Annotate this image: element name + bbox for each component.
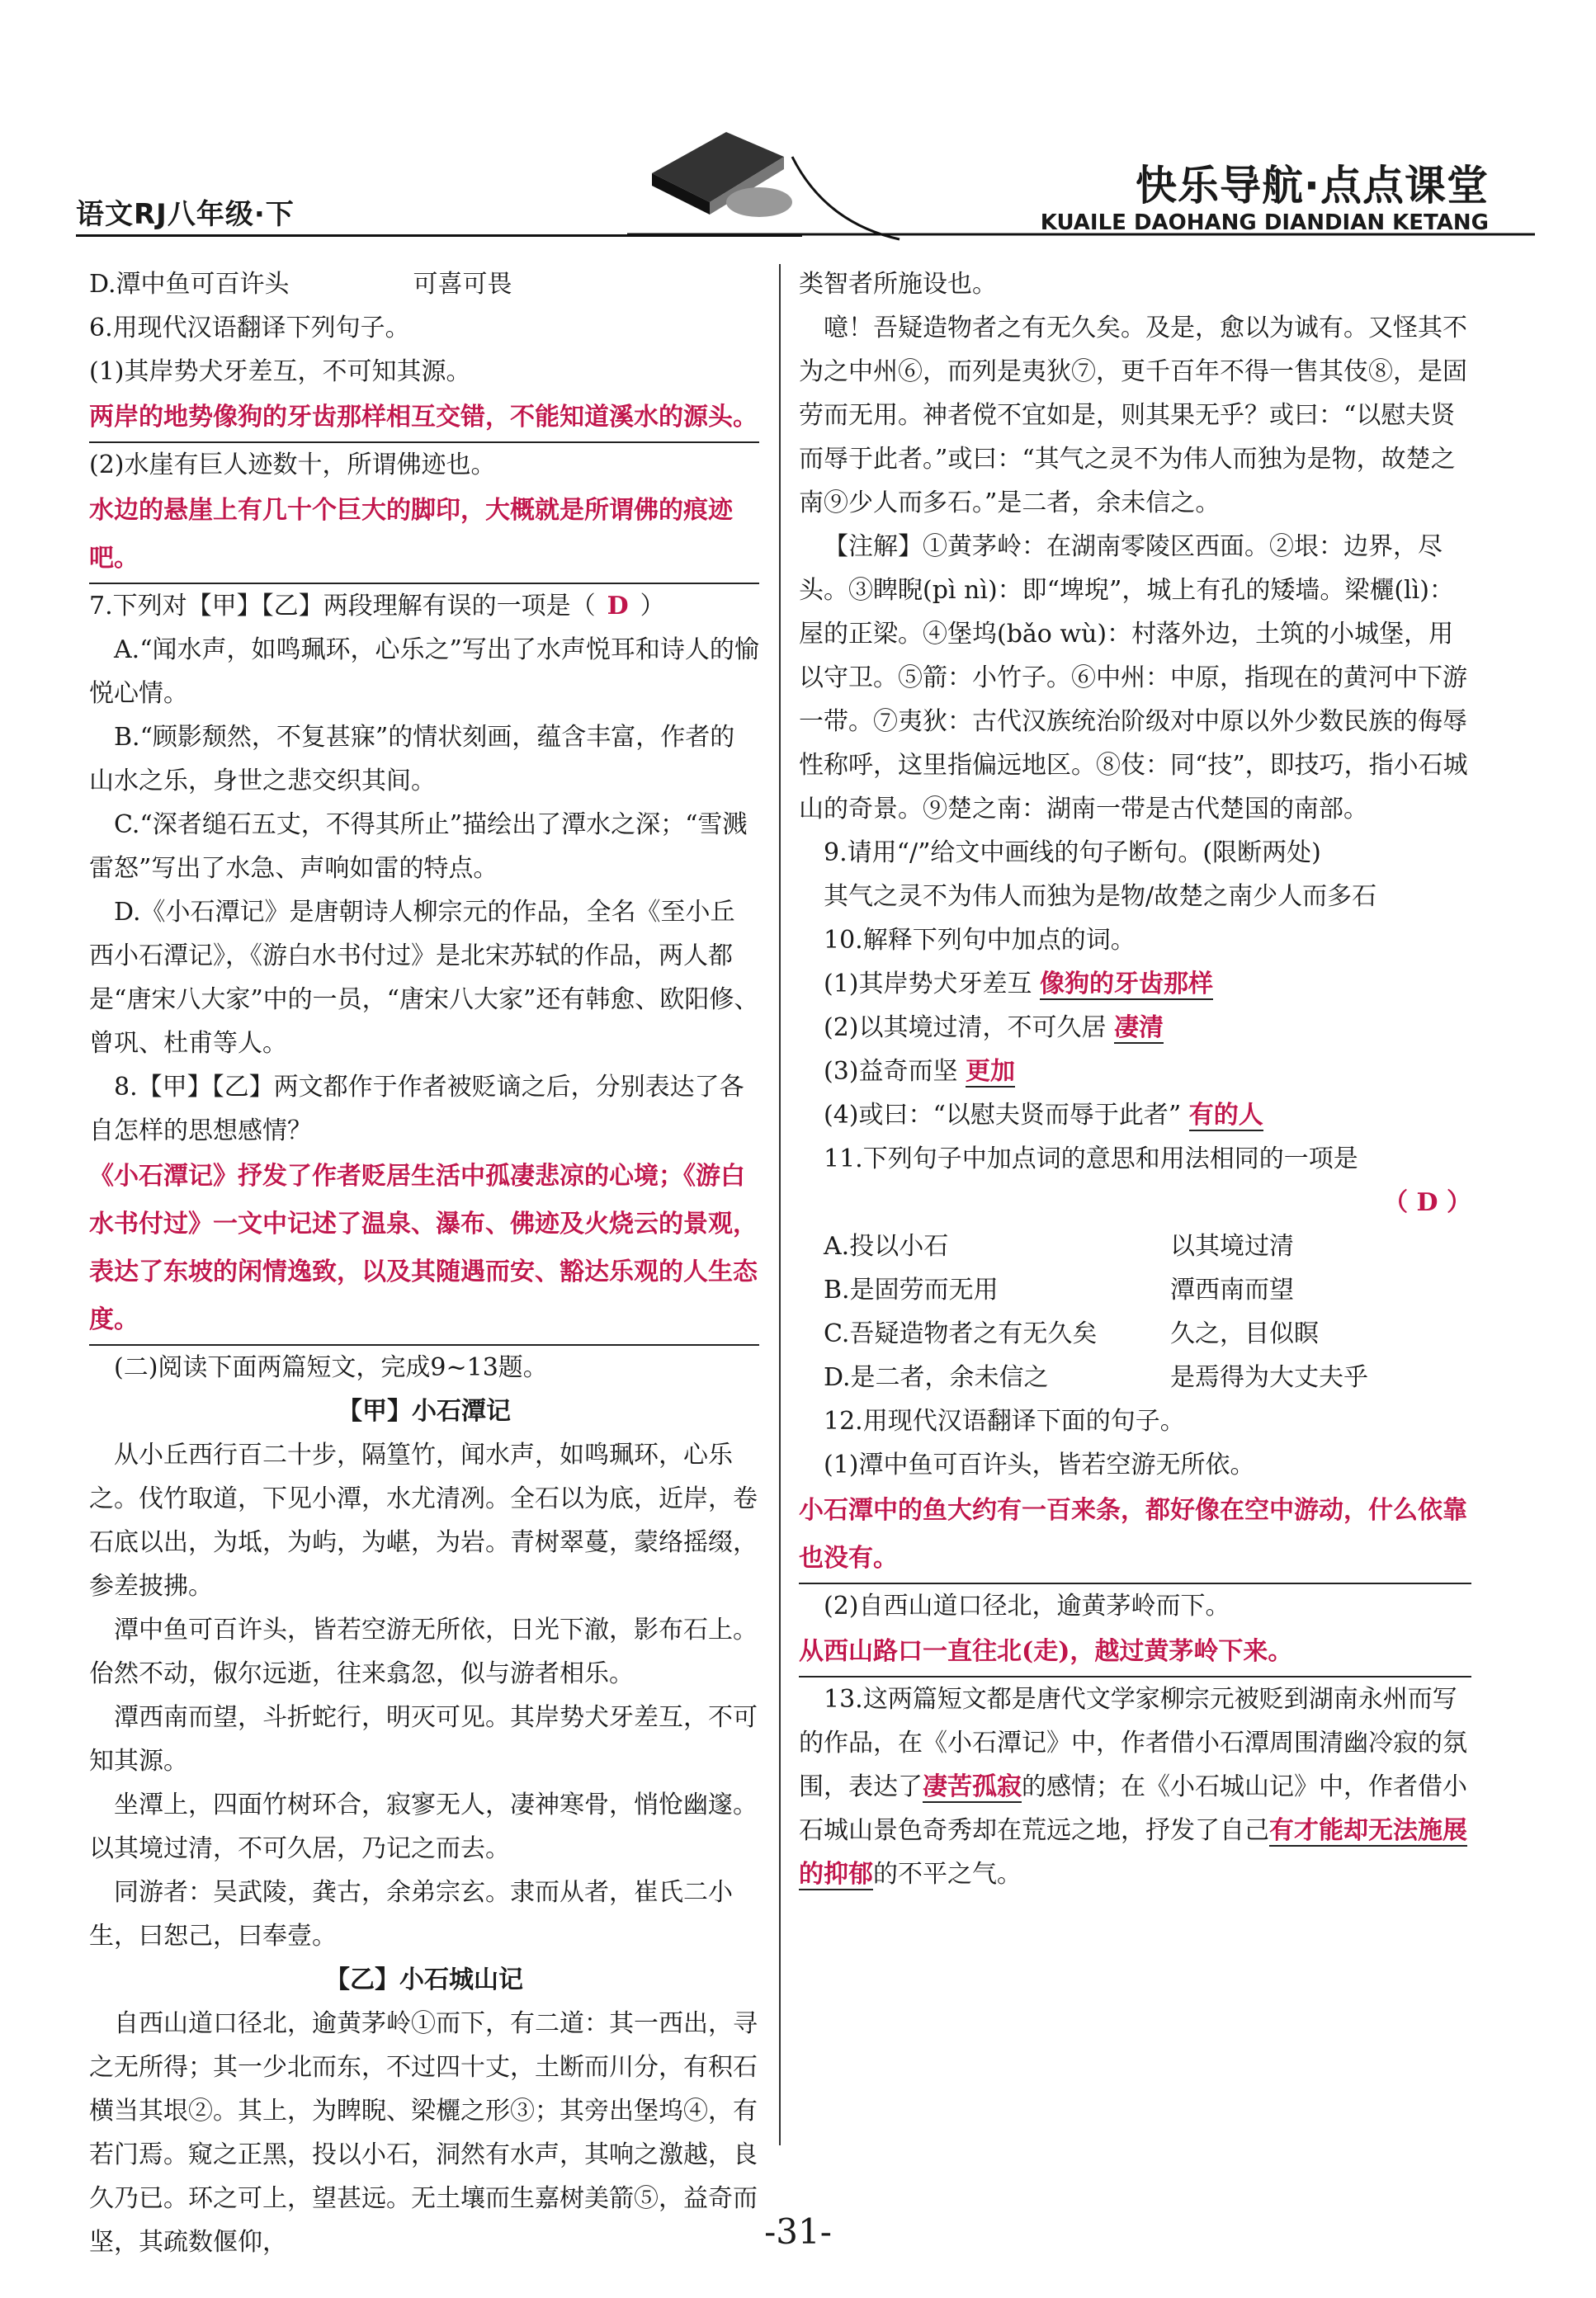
q12-title: 12.用现代汉语翻译下面的句子。 <box>824 1407 1185 1436</box>
passage-jia-title: 【甲】小石潭记 <box>338 1397 511 1426</box>
q11-option-d: D.是二者，余未信之 是焉得为大丈夫乎 <box>824 1363 1368 1392</box>
q11-option-b: B.是固劳而无用 潭西南而望 <box>824 1276 1294 1305</box>
book-icon <box>635 124 792 223</box>
annotations: 【注解】①黄茅岭：在湖南零陵区西面。②垠：边界，尽头。③睥睨(pì nì)：即“埤堄”，城上有孔的矮墙。梁欐(lì)：屋的正梁。④堡坞(bǎo wù)：村落外边，土筑的小城堡，用以守卫。⑤箭：小竹子。⑥中州：中原，指现在的黄河中下游一带。⑦夷狄：古代汉族统治阶级对中原以外少数民族的侮辱性称呼，这里指偏远地区。⑧伎：同“技”，即技巧，指小石城山的奇景。⑨楚之南：湖南一带是古代楚国的南部。 <box>799 532 1468 823</box>
q12-item-2: (2)自西山道口径北，逾黄茅岭而下。 <box>824 1592 1230 1621</box>
passage-yi-para-2: 噫！吾疑造物者之有无久矣。及是，愈以为诚有。又怪其不为之中州⑥，而列是夷狄⑦，更千百年不得一售其伎⑧，是固劳而无用。神者傥不宜如是，则其果无乎？或曰：“以慰夫贤而辱于此者。”或曰：“其气之灵不为伟人而独为是物，故楚之南⑨少人而多石。”是二者，余未信之。 <box>799 314 1467 517</box>
passage-jia-para-5: 同游者：吴武陵，龚古，余弟宗玄。隶而从者，崔氏二小生，曰恕己，曰奉壹。 <box>89 1878 733 1951</box>
subject-grade-label: 语文RJ八年级·下 <box>76 198 295 231</box>
q5-option-d: D.潭中鱼可百许头 可喜可畏 <box>89 270 512 299</box>
q10-item-1: (1)其岸势犬牙差互 像狗的牙齿那样 <box>824 970 1214 998</box>
brand-title: 快乐导航·点点课堂 <box>1136 162 1489 210</box>
right-column <box>799 262 1471 1896</box>
page-number: -31- <box>764 2211 832 2252</box>
passage-jia-para-2: 潭中鱼可百许头，皆若空游无所依，日光下澈，影布石上。佁然不动，俶尔远逝，往来翕忽，似与游者相乐。 <box>89 1616 758 1688</box>
q6-title: 6.用现代汉语翻译下列句子。 <box>89 314 410 342</box>
q12-item-1: (1)潭中鱼可百许头，皆若空游无所依。 <box>824 1451 1255 1479</box>
passage-jia-para-4: 坐潭上，四面竹树环合，寂寥无人，凄神寒骨，悄怆幽邃。以其境过清，不可久居，乃记之而去。 <box>89 1791 758 1863</box>
q7-option-d: D.《小石潭记》是唐朝诗人柳宗元的作品，全名《至小丘西小石潭记》，《游白水书付过》是北宋苏轼的作品，两人都是“唐宋八大家”中的一员，“唐宋八大家”还有韩愈、欧阳修、曾巩、杜甫等人。 <box>89 898 759 1058</box>
q11-option-c: C.吾疑造物者之有无久矣 久之，目似瞑 <box>824 1319 1319 1348</box>
q12-answer-1: 小石潭中的鱼大约有一百来条，都好像在空中游动，什么依靠也没有。 <box>799 1487 1471 1584</box>
q9-sentence: 其气之灵不为伟人而独为是物/故楚之南少人而多石 <box>824 882 1377 911</box>
passage-jia-para-1: 从小丘西行百二十步，隔篁竹，闻水声，如鸣珮环，心乐之。伐竹取道，下见小潭，水尤清冽。全石以为底，近岸，卷石底以出，为坻，为屿，为嵁，为岩。青树翠蔓，蒙络摇缀，参差披拂。 <box>89 1441 758 1601</box>
passage-yi-para-1-cont: 类智者所施设也。 <box>799 270 997 299</box>
q11-option-a: A.投以小石 以其境过清 <box>824 1232 1294 1261</box>
q9-title: 9.请用“/”给文中画线的句子断句。(限断两处) <box>824 838 1321 867</box>
q13-text: 13.这两篇短文都是唐代文学家柳宗元被贬到湖南永州而写的作品，在《小石潭记》中，作者借小石潭周围清幽冷寂的氛围，表达了凄苦孤寂的感情；在《小石城山记》中，作者借小石城山景色奇秀却在荒远之地，抒发了自己有才能却无法施展的抑郁的不平之气。 <box>799 1685 1467 1889</box>
q11-title: 11.下列句子中加点词的意思和用法相同的一项是 <box>824 1144 1358 1173</box>
q8-title: 8.【甲】【乙】两文都作于作者被贬谪之后，分别表达了各自怎样的思想感情？ <box>89 1073 744 1145</box>
q7-option-b: B.“顾影颓然，不复甚寐”的情状刻画，蕴含丰富，作者的山水之乐，身世之悲交织其间。 <box>89 723 735 795</box>
q6-item-1: (1)其岸势犬牙差互，不可知其源。 <box>89 357 471 386</box>
q7-option-a: A.“闻水声，如鸣珮环，心乐之”写出了水声悦耳和诗人的愉悦心情。 <box>89 635 759 708</box>
column-divider <box>779 264 781 2145</box>
q6-answer-2: 水边的悬崖上有几十个巨大的脚印，大概就是所谓佛的痕迹吧。 <box>89 487 759 584</box>
q10-item-2: (2)以其境过清，不可久居 凄清 <box>824 1013 1164 1042</box>
q7-option-c: C.“深者缒石五丈，不得其所止”描绘出了潭水之深；“雪溅雷怒”写出了水急、声响如雷的特点。 <box>89 810 748 883</box>
q6-item-2: (2)水崖有巨人迹数十，所谓佛迹也。 <box>89 451 496 479</box>
passage-yi-para-1: 自西山道口径北，逾黄茅岭①而下，有二道：其一西出，寻之无所得；其一少北而东，不过四十丈，土断而川分，有积石横当其垠②。其上，为睥睨、梁欐之形③；其旁出堡坞④，有若门焉。窥之正黑，投以小石，洞然有水声，其响之激越，良久乃已。环之可上，望甚远。无土壤而生嘉树美箭⑤，益奇而坚，其疏数偃仰， <box>89 2009 758 2257</box>
passage-jia-para-3: 潭西南而望，斗折蛇行，明灭可见。其岸势犬牙差互，不可知其源。 <box>89 1703 758 1776</box>
q10-item-4: (4)或曰：“以慰夫贤而辱于此者” 有的人 <box>824 1101 1263 1130</box>
q8-answer: 《小石潭记》抒发了作者贬居生活中孤凄悲凉的心境；《游白水书付过》一文中记述了温泉、瀑布、佛迹及火烧云的景观，表达了东坡的闲情逸致，以及其随遇而安、豁达乐观的人生态度。 <box>89 1153 759 1346</box>
q11-answer: （ D ） <box>1383 1188 1471 1217</box>
section-2-title: (二)阅读下面两篇短文，完成9~13题。 <box>114 1353 548 1382</box>
q7-title: 7.下列对【甲】【乙】两段理解有误的一项是（ D ） <box>89 592 665 621</box>
passage-yi-title: 【乙】小石城山记 <box>325 1965 523 1994</box>
q10-item-3: (3)益奇而坚 更加 <box>824 1057 1016 1086</box>
brand-subtitle: KUAILE DAOHANG DIANDIAN KETANG <box>1040 210 1489 235</box>
left-column <box>89 262 759 2264</box>
q6-answer-1: 两岸的地势像狗的牙齿那样相互交错，不能知道溪水的源头。 <box>89 394 759 443</box>
q12-answer-2: 从西山路口一直往北(走)，越过黄茅岭下来。 <box>799 1628 1471 1677</box>
q10-title: 10.解释下列句中加点的词。 <box>824 926 1136 955</box>
